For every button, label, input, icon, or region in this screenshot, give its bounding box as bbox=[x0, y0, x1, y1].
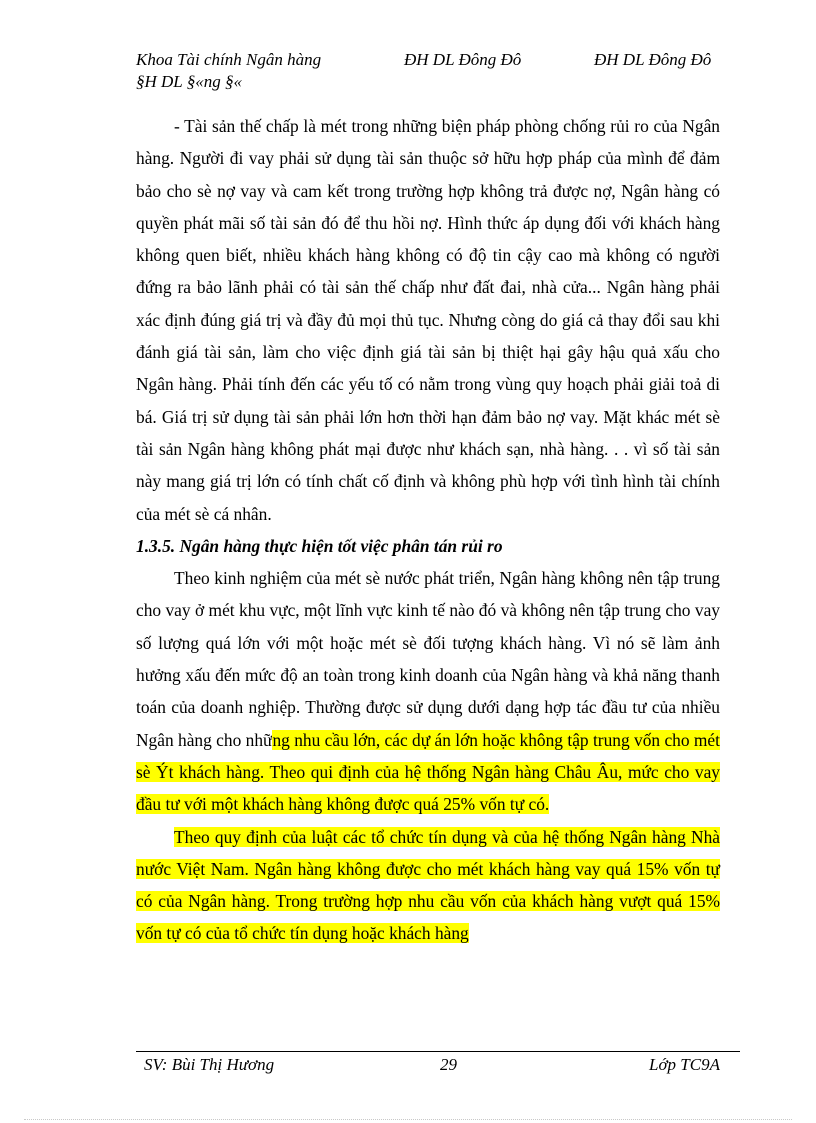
header-university-repeat: ĐH DL Đông Đô bbox=[594, 50, 712, 69]
page-edge-divider bbox=[24, 1119, 792, 1120]
page-number: 29 bbox=[440, 1055, 457, 1074]
header-faculty: Khoa Tài chính Ngân hàng bbox=[136, 50, 322, 69]
footer-student-name: SV: Bùi Thị Hương bbox=[144, 1055, 275, 1074]
highlighted-text: ng nhu cầu lớn, các dự án lớn hoặc không tập trung vốn cho mét sè Ýt khách hàng. Theo qui định của hệ thống Ngân hàng Châu Âu, mức cho vay đầu tư với một khách hàng không được quá 25% vốn tự có. bbox=[136, 729, 720, 815]
paragraph-risk-diversification bbox=[136, 562, 720, 820]
section-heading: 1.3.5. Ngân hàng thực hiện tốt việc phân tán rủi ro bbox=[136, 535, 503, 556]
footer-class: Lớp TC9A bbox=[649, 1055, 720, 1074]
paragraph-collateral: - Tài sản thế chấp là mét trong những biện pháp phòng chống rủi ro của Ngân hàng. Người đi vay phải sử dụng tài sản thuộc sở hữu hợp pháp của mình để đảm bảo cho sè nợ vay và cam kết trong trường hợp không trả được nợ, Ngân hàng có quyền phát mãi số tài sản đó để thu hồi nợ. Hình thức áp dụng đối với khách hàng không quen biết, nhiều khách hàng không có độ tin cậy cao mà không có người đứng ra bảo lãnh phải có tài sản thế chấp như đất đai, nhà cửa... Ngân hàng phải xác định đúng giá trị và đầy đủ mọi thủ tục. Nhưng còng do giá cả thay đổi sau khi đánh giá tài sản, làm cho việc định giá tài sản bị thiệt hại gây hậu quả xấu cho Ngân hàng. Phải tính đến các yếu tố có nằm trong vùng quy hoạch phải giải toả di bá. Giá trị sử dụng tài sản phải lớn hơn thời hạn đảm bảo nợ vay. Mặt khác mét sè tài sản Ngân hàng không phát mại được như khách sạn, nhà hàng. . . vì số tài sản này mang giá trị lớn có tính chất cố định và không phù hợp với tình hình tài chính của mét sè cá nhân. bbox=[136, 116, 720, 524]
paragraph-regulation bbox=[136, 821, 720, 950]
header-university: ĐH DL Đông Đô bbox=[404, 50, 522, 69]
paragraph-text: Theo kinh nghiệm của mét sè nước phát triển, Ngân hàng không nên tập trung cho vay ở mét khu vực, một lĩnh vực kinh tế nào đó và không nên tập trung cho vay số lượng quá lớn với một hoặc mét sè đối tượng khách hàng. Vì nó sẽ làm ảnh hưởng xấu đến mức độ an toàn trong kinh doanh của Ngân hàng và khả năng thanh toán của doanh nghiệp. Thường được sử dụng dưới dạng hợp tác đầu tư của nhiều Ngân hàng cho nhữ bbox=[136, 568, 720, 750]
document-body bbox=[136, 110, 720, 950]
page-footer bbox=[144, 1055, 720, 1077]
highlighted-text: Theo quy định của luật các tổ chức tín dụng và của hệ thống Ngân hàng Nhà nước Việt Nam. Ngân hàng không được cho mét khách hàng vay quá 15% vốn tự có của Ngân hàng. Trong trường hợp nhu cầu vốn của khách hàng vượt quá 15% vốn tự có của tổ chức tín dụng hoặc khách hàng bbox=[136, 826, 720, 944]
header-garbled-line: §H DL §«ng §« bbox=[136, 72, 242, 91]
footer-divider bbox=[136, 1051, 740, 1052]
